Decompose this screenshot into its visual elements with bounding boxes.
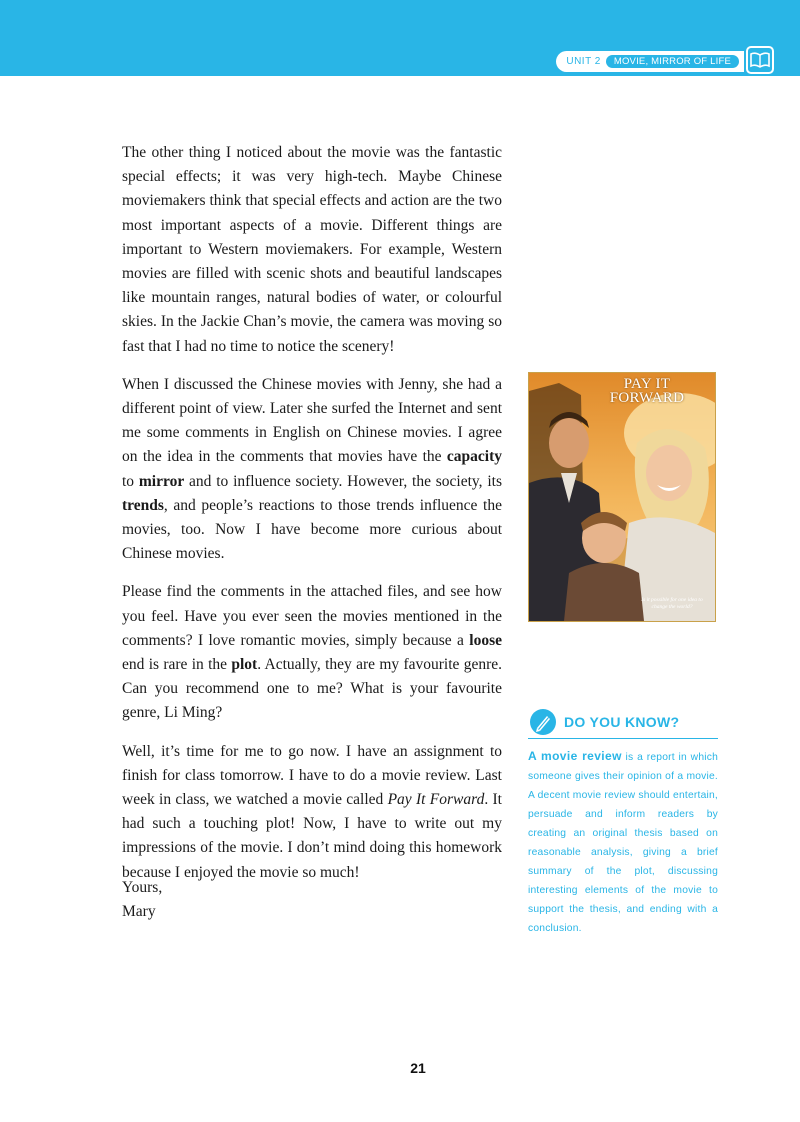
paragraph-3: Please find the comments in the attached files, and see how you feel. Have you ever seen the movies mentioned in the comments? I love romantic movies, simply because a loose end is rare in the plot. Actually, they are my favourite genre. Can you recommend one to me? What is your favourite genre, Li Ming?	[122, 583, 502, 722]
do-you-know-text: A movie review is a report in which someone gives their opinion of a movie. A decent movie review should entertain, persuade and inform readers by creating an original thesis based on reasonable analysis, giving a brief summary of the plot, discussing interesting elements of the movie to support the thesis, and ending with a conclusion.	[528, 749, 719, 934]
do-you-know-header	[528, 706, 718, 739]
poster-title: PAY IT FORWARD	[609, 376, 685, 406]
closing: Yours,	[122, 879, 163, 896]
signoff	[122, 876, 162, 924]
definition-term: A movie review	[528, 749, 622, 763]
signature: Mary	[122, 903, 156, 920]
page-number: 21	[410, 1060, 426, 1076]
do-you-know-box	[528, 706, 718, 938]
unit-label: UNIT 2	[566, 56, 601, 67]
unit-badge	[556, 51, 744, 72]
vocab-trends: trends	[122, 496, 164, 514]
movie-poster	[528, 372, 716, 622]
movie-title: Pay It Forward	[387, 791, 485, 809]
vocab-plot: plot	[231, 656, 258, 674]
poster-tagline: Is it possible for one idea to change the world?	[641, 597, 703, 610]
letter-body	[122, 141, 502, 899]
paragraph-2: When I discussed the Chinese movies with Jenny, she had a different point of view. Later she surfed the Internet and sent me some comments in English on Chinese movies. I agree on the idea in the comments that movies have the capacity to mirror and to influence society. However, the society, its trends, and people’s reactions to those trends influence the movies, too. Now I have become more curious about Chinese movies.	[122, 375, 502, 563]
book-icon	[746, 46, 774, 74]
do-you-know-title: DO YOU KNOW?	[564, 714, 680, 730]
pen-icon	[528, 707, 558, 737]
vocab-loose: loose	[469, 631, 502, 649]
poster-image	[529, 373, 715, 621]
vocab-mirror: mirror	[138, 472, 185, 490]
unit-title: MOVIE, MIRROR OF LIFE	[606, 55, 739, 68]
paragraph-4: Well, it’s time for me to go now. I have an assignment to finish for class tomorrow. I have to do a movie review. Last week in class, we watched a movie called Pay It Forward. It had such a touching plot! Now, I have to write out my impressions of the movie. I don’t mind doing this homework because I enjoyed the movie so much!	[122, 742, 502, 881]
paragraph-1: The other thing I noticed about the movie was the fantastic special effects; it was very high-tech. Maybe Chinese moviemakers think that special effects and action are the two most important aspects of a movie. Different things are important to Western moviemakers. For example, Western movies are filled with scenic shots and beautiful landscapes like mountain ranges, natural bodies of water, or colourful skies. In the Jackie Chan’s movie, the camera was moving so fast that I had no time to notice the scenery!	[122, 144, 502, 355]
vocab-capacity: capacity	[446, 448, 502, 466]
